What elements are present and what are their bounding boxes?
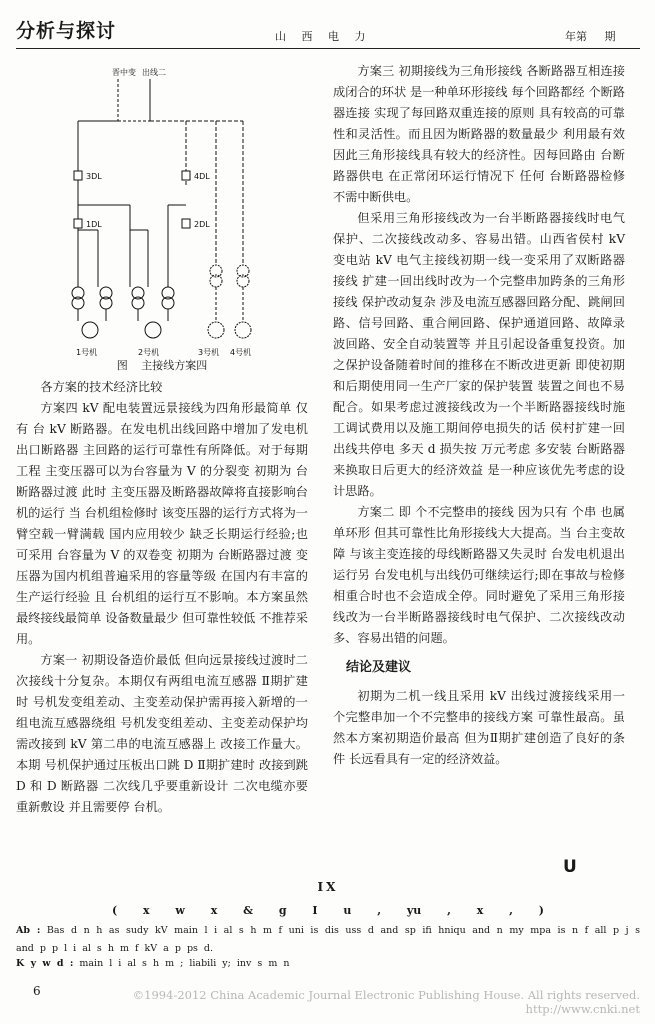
copyright-footer: ©1994-2012 China Academic Journal Electronic Publishing House. All rights reserved. http://www.cnki.net <box>132 988 640 1016</box>
english-title: IX <box>317 880 339 894</box>
breaker-label-3dl: 3DL <box>86 172 102 181</box>
paragraph-scheme-two: 方案二 即 个不完整串的接线 因为只有 个串 也属单环形 但其可靠性比角形接线大大提高。当 台主变故障 与该主变连接的母线断路器又失灵时 台发电机退出运行另 台发电机与出线仍可继续运行;即在事故与检修相重合时也不会造成全停。同时避免了采用三角形接线改为一台半断路器接线时电气保护、二次接线改动多、容易出错的问题。 <box>333 505 625 645</box>
keywords-text: main l i al s h m ; liabili y; inv s m n <box>79 958 290 969</box>
english-keywords <box>16 958 640 969</box>
wiring-diagram-figure <box>58 65 268 365</box>
comparison-subhead: 各方案的技术经济比较 <box>40 380 163 394</box>
breaker-2dl <box>182 219 190 228</box>
figure-label-line2: 出线二 <box>142 68 166 77</box>
unit-label-1: 1号机 <box>76 348 98 357</box>
unit-label-2: 2号机 <box>138 348 160 357</box>
english-dropcap: U <box>563 857 577 877</box>
issue-label: 年第 期 <box>565 30 616 43</box>
section-title: 分析与探讨 <box>16 20 117 42</box>
figure-label-jinzhong: 晋中变 <box>112 68 136 77</box>
paragraph-scheme-three: 方案三 初期接线为三角形接线 各断路器互相连接成闭合的环状 是一种单环形接线 每个回路都经 个断路器连接 实现了每回路双重连接的原则 具有较高的可靠性和灵活性。而且因为断路器的数量最少 利用最有效 因此三角形接线具有较大的经济性。因每回路由 台断路器供电 在正常闭环运行情况下 任何 台断路器检修 不需中断供电。 <box>333 64 625 204</box>
breaker-label-4dl: 4DL <box>194 172 210 181</box>
right-column <box>333 61 625 770</box>
paragraph-scheme-four: 方案四 kV 配电装置远景接线为四角形最简单 仅有 台 kV 断路器。在发电机出线回路中增加了发电机出口断路器 主回路的运行可靠性有所降低。对于每期工程 主变压器可以为台容量为 V 的分裂变 初期为 台断路器过渡 此时 主变压器及断路器故障将直接影响台机的运行 当 台机组检修时 该变压器的运行方式将为一臂空载一臂满载 国内应用较少 缺乏长期运行经验;也可采用 台容量为 V 的双卷变 初期为 台断路器过渡 变压器为国内机组普遍采用的容量等级 在国内有丰富的生产运行经验 且 台机组的运行互不影响。本方案虽然最终接线最简单 设备数量最少 但可靠性较低 不推荐采用。 <box>16 401 308 646</box>
page-number: 6 <box>33 984 41 998</box>
english-authors: ( x w x & g I u , yu , x , ) <box>112 904 544 917</box>
abstract-label: Ab : <box>16 925 41 936</box>
figure-caption: 图 主接线方案四 <box>116 359 208 372</box>
breaker-3dl <box>74 171 82 180</box>
abstract-text: Bas d n h as sudy kV main l i al s h m f uni is dis uss d and sp ifi hniqu and n my mpa is n f all p j s and p p l i al s h m f kV a p ps d. <box>16 925 640 954</box>
generator-3-icon <box>208 322 224 338</box>
left-column <box>16 377 308 818</box>
generator-1-icon <box>82 322 98 338</box>
generator-4-icon <box>235 322 251 338</box>
breaker-4dl <box>182 171 190 180</box>
english-abstract <box>16 922 640 958</box>
breaker-1dl <box>74 219 82 228</box>
generator-2-icon <box>145 322 161 338</box>
paragraph-conclusion: 初期为二机一线且采用 kV 出线过渡接线采用一个完整串加一个不完整串的接线方案 可靠性最高。虽然本方案初期造价最高 但为Ⅱ期扩建创造了良好的条件 长远看具有一定的经济效益。 <box>333 689 625 766</box>
header-rule <box>16 48 640 49</box>
unit-label-3: 3号机 <box>198 348 220 357</box>
journal-name: 山 西 电 力 <box>275 30 372 43</box>
paragraph-scheme-one: 方案一 初期设备造价最低 但向远景接线过渡时二次接线十分复杂。本期仅有两组电流互感器 Ⅱ期扩建时 号机发变组差动、主变差动保护需再接入新增的一组电流互感器绕组 号机发变组差动、主变差动保护均需改接到 kV 第二串的电流互感器上 改接工作量大。本期 号机保护通过压板出口跳 D Ⅱ期扩建时 改接到跳 D 和 D 断路器 二次线几乎要重新设计 二次电缆亦要重新敷设 并且需要停 台机。 <box>16 653 308 814</box>
unit-label-4: 4号机 <box>230 348 252 357</box>
breaker-label-2dl: 2DL <box>194 220 210 229</box>
keywords-label: K y w d : <box>16 958 74 969</box>
breaker-label-1dl: 1DL <box>86 220 102 229</box>
conclusion-heading: 结论及建议 <box>346 660 412 675</box>
paragraph-triangle-issues: 但采用三角形接线改为一台半断路器接线时电气保护、二次接线改动多、容易出错。山西省侯村 kV 变电站 kV 电气主接线初期一线一变采用了双断路器接线 扩建一回出线时改为一个完整串加跨条的三角形接线 保护改动复杂 涉及电流互感器回路分配、跳闸回路、信号回路、重合闸回路、保护通道回路、故障录波回路、安全自动装置等 并且引起设备重复投资。加之保护设备随着时间的推移在不断改进更新 即使初期和后期使用同一生产厂家的保护装置 装置之间也不易配合。如果考虑过渡接线改为一个半断路器接线时施工调试费用以及施工期间停电损失的话 侯村扩建一回出线共停电 多天 d 损失按 万元考虑 多安装 台断路器来换取日后更大的经济效益 是一种应该优先考虑的设计思路。 <box>333 211 625 498</box>
